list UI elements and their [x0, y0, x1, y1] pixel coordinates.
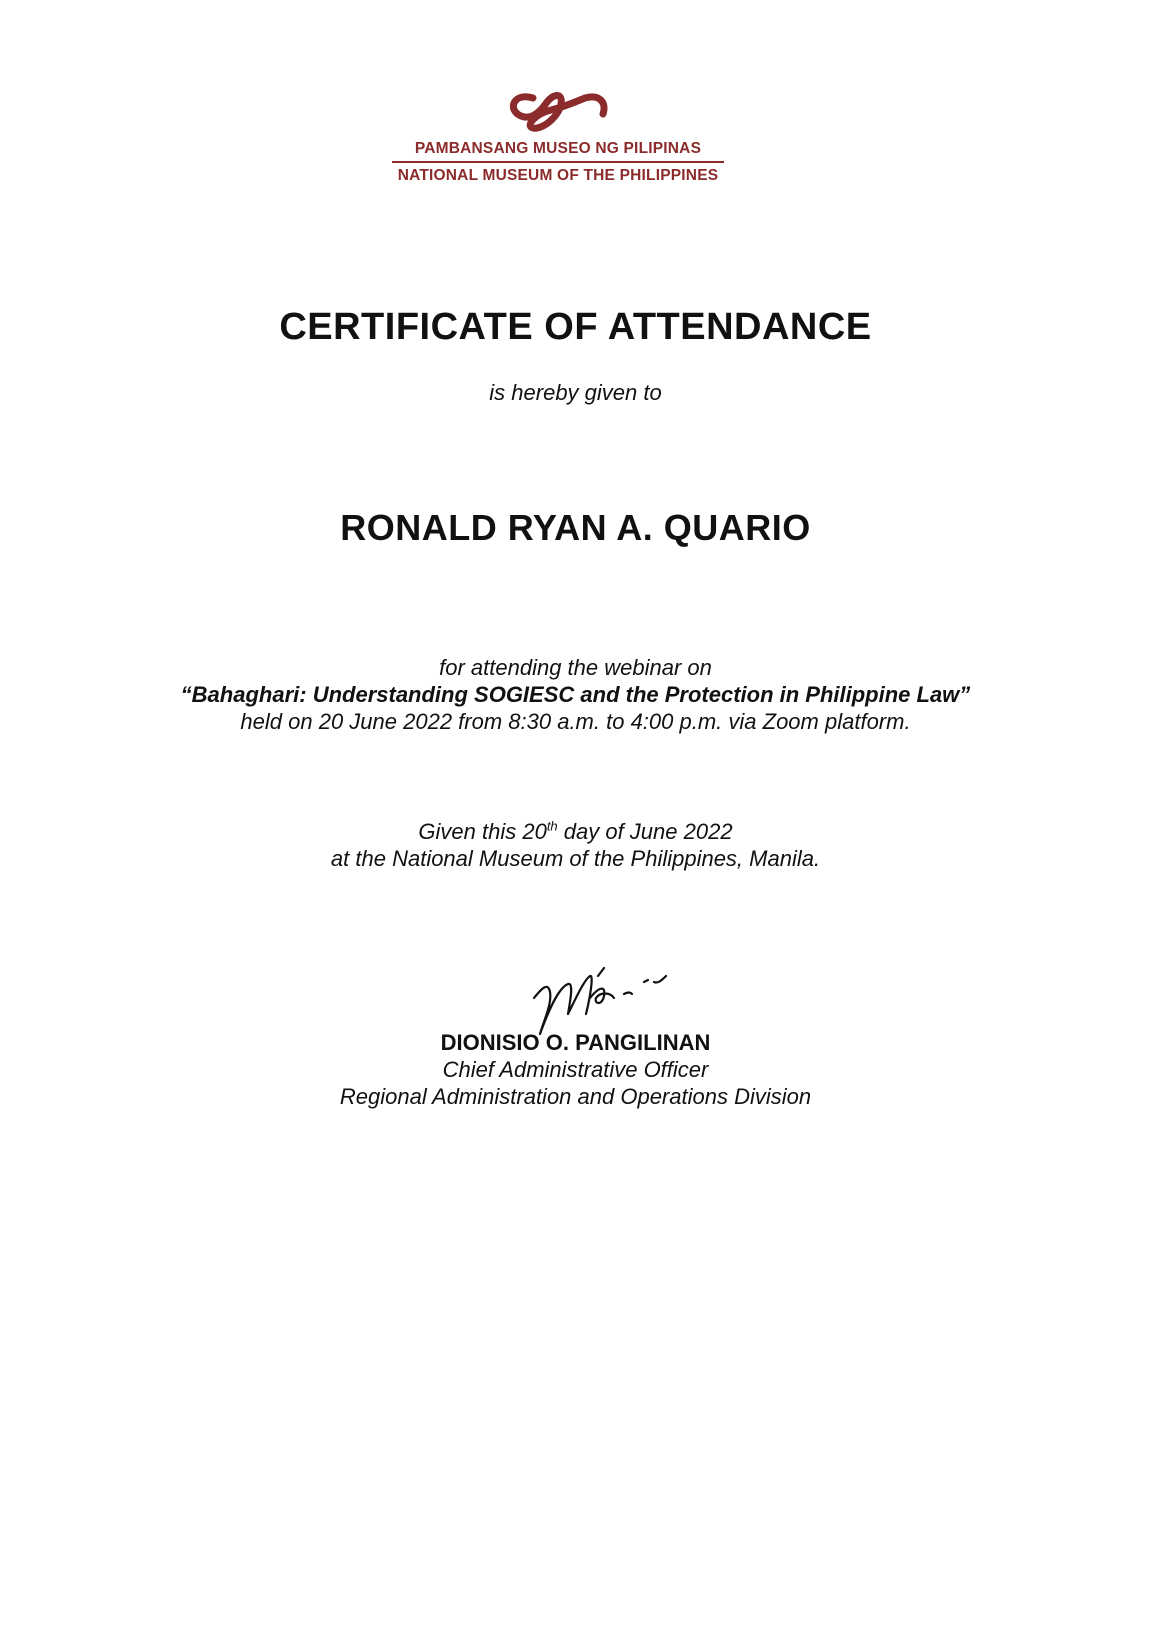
- signatory-division: Regional Administration and Operations Division: [339, 1084, 812, 1109]
- given-place-line: at the National Museum of the Philippines, Manila.: [330, 846, 821, 871]
- signatory-name: DIONISIO O. PANGILINAN: [440, 1030, 711, 1055]
- signature-icon: [528, 958, 688, 1038]
- webinar-details: held on 20 June 2022 from 8:30 a.m. to 4:00 p.m. via Zoom platform.: [240, 709, 911, 734]
- given-date-line: [0, 818, 1151, 845]
- museum-name-filipino: PAMBANSANG MUSEO NG PILIPINAS: [414, 140, 702, 157]
- recipient-name: RONALD RYAN A. QUARIO: [340, 507, 811, 548]
- given-date-suffix: day of June 2022: [557, 819, 733, 844]
- attendance-line: for attending the webinar on: [439, 655, 712, 680]
- given-to-text: is hereby given to: [489, 380, 662, 405]
- museum-logo: [388, 88, 728, 185]
- museum-wave-logo-icon: [503, 88, 613, 138]
- given-date-prefix: Given this 20: [418, 819, 547, 844]
- signatory-title: Chief Administrative Officer: [442, 1057, 709, 1082]
- logo-divider: [392, 161, 724, 163]
- certificate-title: CERTIFICATE OF ATTENDANCE: [279, 306, 872, 348]
- webinar-title: “Bahaghari: Understanding SOGIESC and the Protection in Philippine Law”: [180, 682, 971, 707]
- given-date-ordinal: th: [546, 818, 558, 834]
- museum-name-english: NATIONAL MUSEUM OF THE PHILIPPINES: [397, 166, 719, 184]
